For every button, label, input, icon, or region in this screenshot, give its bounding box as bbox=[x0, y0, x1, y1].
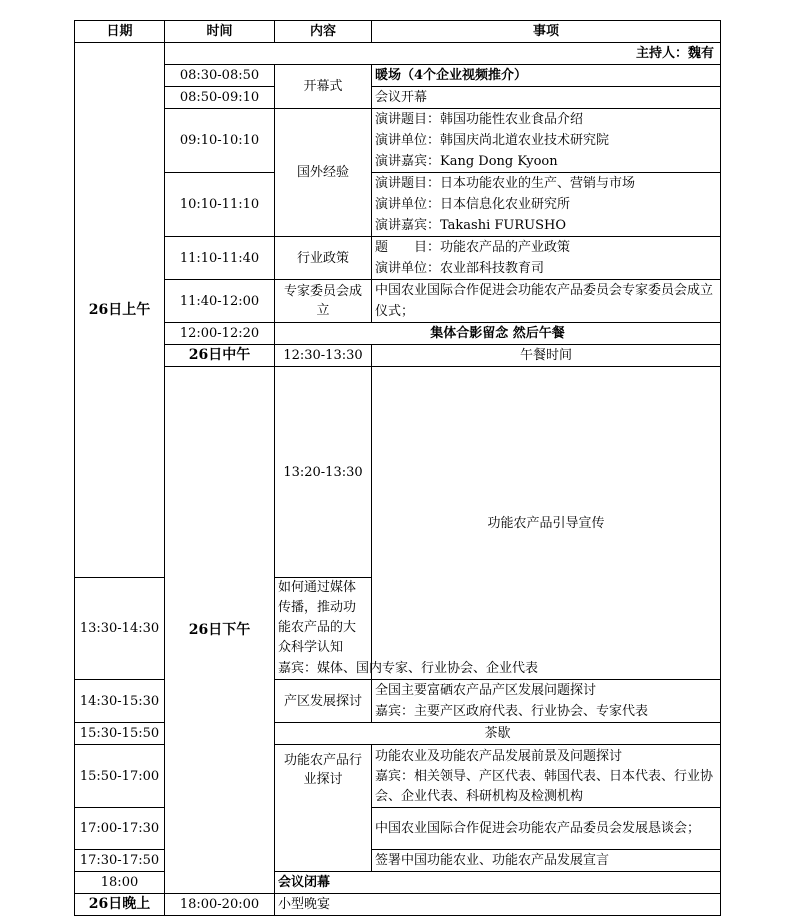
time-cell: 18:00 bbox=[75, 872, 165, 894]
item-cell: 茶歇 bbox=[275, 723, 721, 745]
time-cell: 12:00-12:20 bbox=[165, 323, 275, 345]
time-cell: 08:50-09:10 bbox=[165, 87, 275, 109]
item-cell: 会议开幕 bbox=[372, 87, 721, 109]
time-cell: 17:30-17:50 bbox=[75, 850, 165, 872]
table-row bbox=[75, 237, 721, 280]
item-cell bbox=[275, 578, 539, 680]
header-time: 时间 bbox=[165, 21, 275, 43]
table-row bbox=[75, 87, 721, 109]
category-industry: 功能农产品行业探讨 bbox=[275, 745, 372, 872]
header-content: 内容 bbox=[275, 21, 372, 43]
item-line: 如何通过媒体传播，推动功能农产品的大众科学认知 bbox=[278, 580, 357, 655]
day-afternoon: 26日下午 bbox=[165, 367, 275, 894]
time-cell: 10:10-11:10 bbox=[165, 173, 275, 237]
category-region: 产区发展探讨 bbox=[275, 680, 372, 723]
table-row bbox=[75, 894, 721, 916]
time-cell: 13:20-13:30 bbox=[275, 367, 372, 578]
item-cell: 小型晚宴 bbox=[275, 894, 721, 916]
item-cell bbox=[372, 680, 721, 723]
header-row bbox=[75, 21, 721, 43]
time-cell: 17:00-17:30 bbox=[75, 808, 165, 850]
item-cell bbox=[372, 745, 721, 808]
header-date: 日期 bbox=[75, 21, 165, 43]
table-row bbox=[75, 367, 721, 578]
category-promotion: 功能农产品引导宣传 bbox=[372, 367, 721, 680]
day-morning: 26日上午 bbox=[75, 43, 165, 578]
item-line: 全国主要富硒农产品产区发展问题探讨 bbox=[375, 683, 597, 698]
category-foreign: 国外经验 bbox=[275, 109, 372, 237]
item-cell: 签署中国功能农业、功能农产品发展宣言 bbox=[372, 850, 721, 872]
item-line: 演讲题目：韩国功能性农业食品介绍 bbox=[375, 112, 584, 127]
time-cell: 11:40-12:00 bbox=[165, 280, 275, 323]
item-line: 演讲单位：韩国庆尚北道农业技术研究院 bbox=[375, 133, 610, 148]
item-cell: 中国农业国际合作促进会功能农产品委员会发展恳谈会； bbox=[372, 808, 721, 850]
item-cell bbox=[372, 109, 721, 173]
item-line: 演讲嘉宾：Takashi FURUSHO bbox=[375, 218, 566, 233]
time-cell: 14:30-15:30 bbox=[75, 680, 165, 723]
item-cell: 集体合影留念 然后午餐 bbox=[275, 323, 721, 345]
item-line: 演讲题目：日本功能农业的生产、营销与市场 bbox=[375, 176, 636, 191]
item-line: 嘉宾：媒体、国内专家、行业协会、企业代表 bbox=[278, 661, 539, 676]
item-cell bbox=[372, 173, 721, 237]
time-cell: 09:10-10:10 bbox=[165, 109, 275, 173]
category-policy: 行业政策 bbox=[275, 237, 372, 280]
category-opening: 开幕式 bbox=[275, 65, 372, 109]
item-line: 演讲单位：农业部科技教育司 bbox=[375, 261, 545, 276]
category-committee: 专家委员会成立 bbox=[275, 280, 372, 323]
time-cell: 08:30-08:50 bbox=[165, 65, 275, 87]
schedule-table bbox=[74, 20, 721, 916]
table-row bbox=[75, 65, 721, 87]
time-cell: 18:00-20:00 bbox=[165, 894, 275, 916]
item-line: 功能农业及功能农产品发展前景及问题探讨 bbox=[375, 748, 623, 764]
table-row bbox=[75, 173, 721, 237]
item-cell: 暖场（4个企业视频推介） bbox=[372, 65, 721, 87]
table-row bbox=[75, 345, 721, 367]
table-row bbox=[75, 323, 721, 345]
item-line: 嘉宾：主要产区政府代表、行业协会、专家代表 bbox=[375, 704, 649, 719]
item-line: 演讲单位：日本信息化农业研究所 bbox=[375, 197, 571, 212]
table-row bbox=[75, 109, 721, 173]
time-cell: 11:10-11:40 bbox=[165, 237, 275, 280]
host-label: 主持人：魏有 bbox=[165, 43, 721, 65]
item-cell: 会议闭幕 bbox=[275, 872, 721, 894]
time-cell: 15:50-17:00 bbox=[75, 745, 165, 808]
item-line: 演讲嘉宾：Kang Dong Kyoon bbox=[375, 154, 558, 169]
time-cell: 12:30-13:30 bbox=[275, 345, 372, 367]
item-cell: 中国农业国际合作促进会功能农产品委员会专家委员会成立仪式； bbox=[372, 280, 721, 323]
table-row bbox=[75, 43, 721, 65]
day-noon: 26日中午 bbox=[165, 345, 275, 367]
item-cell bbox=[372, 237, 721, 280]
item-cell: 午餐时间 bbox=[372, 345, 721, 367]
time-cell: 15:30-15:50 bbox=[75, 723, 165, 745]
table-row bbox=[75, 280, 721, 323]
item-line: 嘉宾：相关领导、产区代表、韩国代表、日本代表、行业协会、企业代表、科研机构及检测机构 bbox=[375, 768, 714, 804]
time-cell: 13:30-14:30 bbox=[75, 578, 165, 680]
day-evening: 26日晚上 bbox=[75, 894, 165, 916]
item-line: 题 目：功能农产品的产业政策 bbox=[375, 240, 571, 255]
header-items: 事项 bbox=[372, 21, 721, 43]
